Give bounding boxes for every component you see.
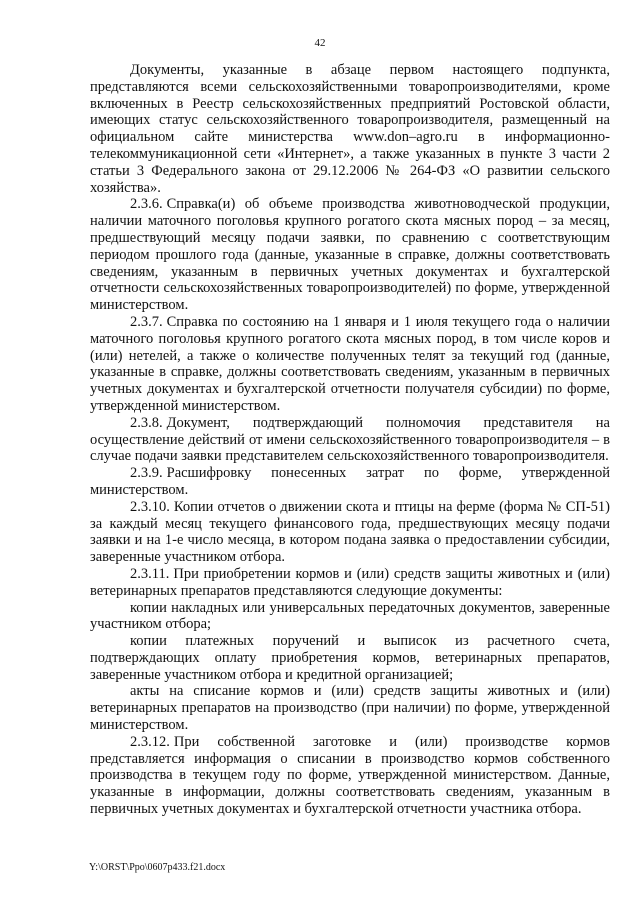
clause-number: 2.3.9. [130,465,163,482]
paragraph-text: копии накладных или универсальных передаточных документов, заверенные участником отбора; [90,599,610,633]
paragraph [90,415,610,465]
footer-file-path: Y:\ORST\Ppo\0607p433.f21.docx [89,862,226,873]
paragraph [90,62,610,196]
clause-number: 2.3.8. [130,414,163,431]
paragraph-text: Справка по состоянию на 1 января и 1 июля текущего года о наличии маточного поголовья крупного рогатого скота мясных пород, в том числе коров и (или) нетелей, а также о количестве полученных телят за текущий год (данные, указанные в справке, должны соответствовать сведениям, указанным в первичных учетных документах и бухгалтерской отчетности получателя субсидии) по форме, утвержденной министерством. [90,313,610,414]
paragraph-text: Копии отчетов о движении скота и птицы на ферме (форма № СП-51) за каждый месяц текущего финансового года, предшествующих месяцу подачи заявки и на 1-е число месяца, в котором подана заявка о предоставлении субсидии, заверенные участником отбора. [90,498,610,566]
paragraph-text: копии платежных поручений и выписок из расчетного счета, подтверждающих оплату приобретения кормов, ветеринарных препаратов, заверенные участником отбора и кредитной организацией; [90,633,610,683]
clause-number: 2.3.6. [130,196,163,213]
clause-number: 2.3.10. [130,498,170,515]
paragraph [90,633,610,683]
paragraph [90,465,610,499]
paragraph [90,566,610,600]
clause-number: 2.3.12. [130,733,170,750]
paragraph-text: акты на списание кормов и (или) средств защиты животных и (или) ветеринарных препаратов на производство (при наличии) по форме, утвержденной министерством. [90,683,610,734]
paragraph [90,196,610,314]
clause-number: 2.3.7. [130,313,163,330]
paragraph [90,734,610,818]
paragraph-text: Справка(и) об объеме производства животноводческой продукции, наличии маточного поголовья крупного рогатого скота мясных пород – за месяц, предшествующий месяцу подачи заявки, по сравнению с соответствующим периодом прошлого года (данные, указанные в справке, должны соответствовать сведениям, указанным в первичных учетных документах и бухгалтерской отчетности сельскохозяйственных товаропроизводителей) по форме, утвержденной министерством. [90,196,610,314]
page-number: 42 [314,37,326,49]
paragraph-text: При приобретении кормов и (или) средств защиты животных и (или) ветеринарных препаратов представляются следующие документы: [90,565,610,599]
paragraph-text: Документ, подтверждающий полномочия представителя на осуществление действий от имени сельскохозяйственного товаропроизводителя – в случае подачи заявки представителем сельскохозяйственного товаропроизводителя. [90,414,610,465]
paragraph-text: Документы, указанные в абзаце первом настоящего подпункта, представляются всеми сельскохозяйственными товаропроизводителями, кроме включенных в Реестр сельскохозяйственных предприятий Ростовской области, имеющих статус сельскохозяйственного товаропроизводителя, размещенный на официальном сайте министерства www.don–agro.ru в информационно-телекоммуникационной сети «Интернет», а также указанных в пункте 3 части 2 статьи 3 Федерального закона от 29.12.2006 № 264-ФЗ «О развитии сельского хозяйства». [90,62,610,196]
paragraph-text: Расшифровку понесенных затрат по форме, утвержденной министерством. [90,465,610,498]
clause-number: 2.3.11. [130,565,170,582]
paragraph [90,314,610,415]
paragraph [90,600,610,634]
paragraph [90,499,610,566]
paragraph-text: При собственной заготовке и (или) производстве кормов представляется информация о списании в производство кормов собственного производства в текущем году по форме, утвержденной министерством. Данные, указанные в информации, должны соответствовать сведениям, указанным в первичных учетных документах и бухгалтерской отчетности участника отбора. [90,733,610,818]
paragraph [90,683,610,733]
document-body [90,62,610,818]
